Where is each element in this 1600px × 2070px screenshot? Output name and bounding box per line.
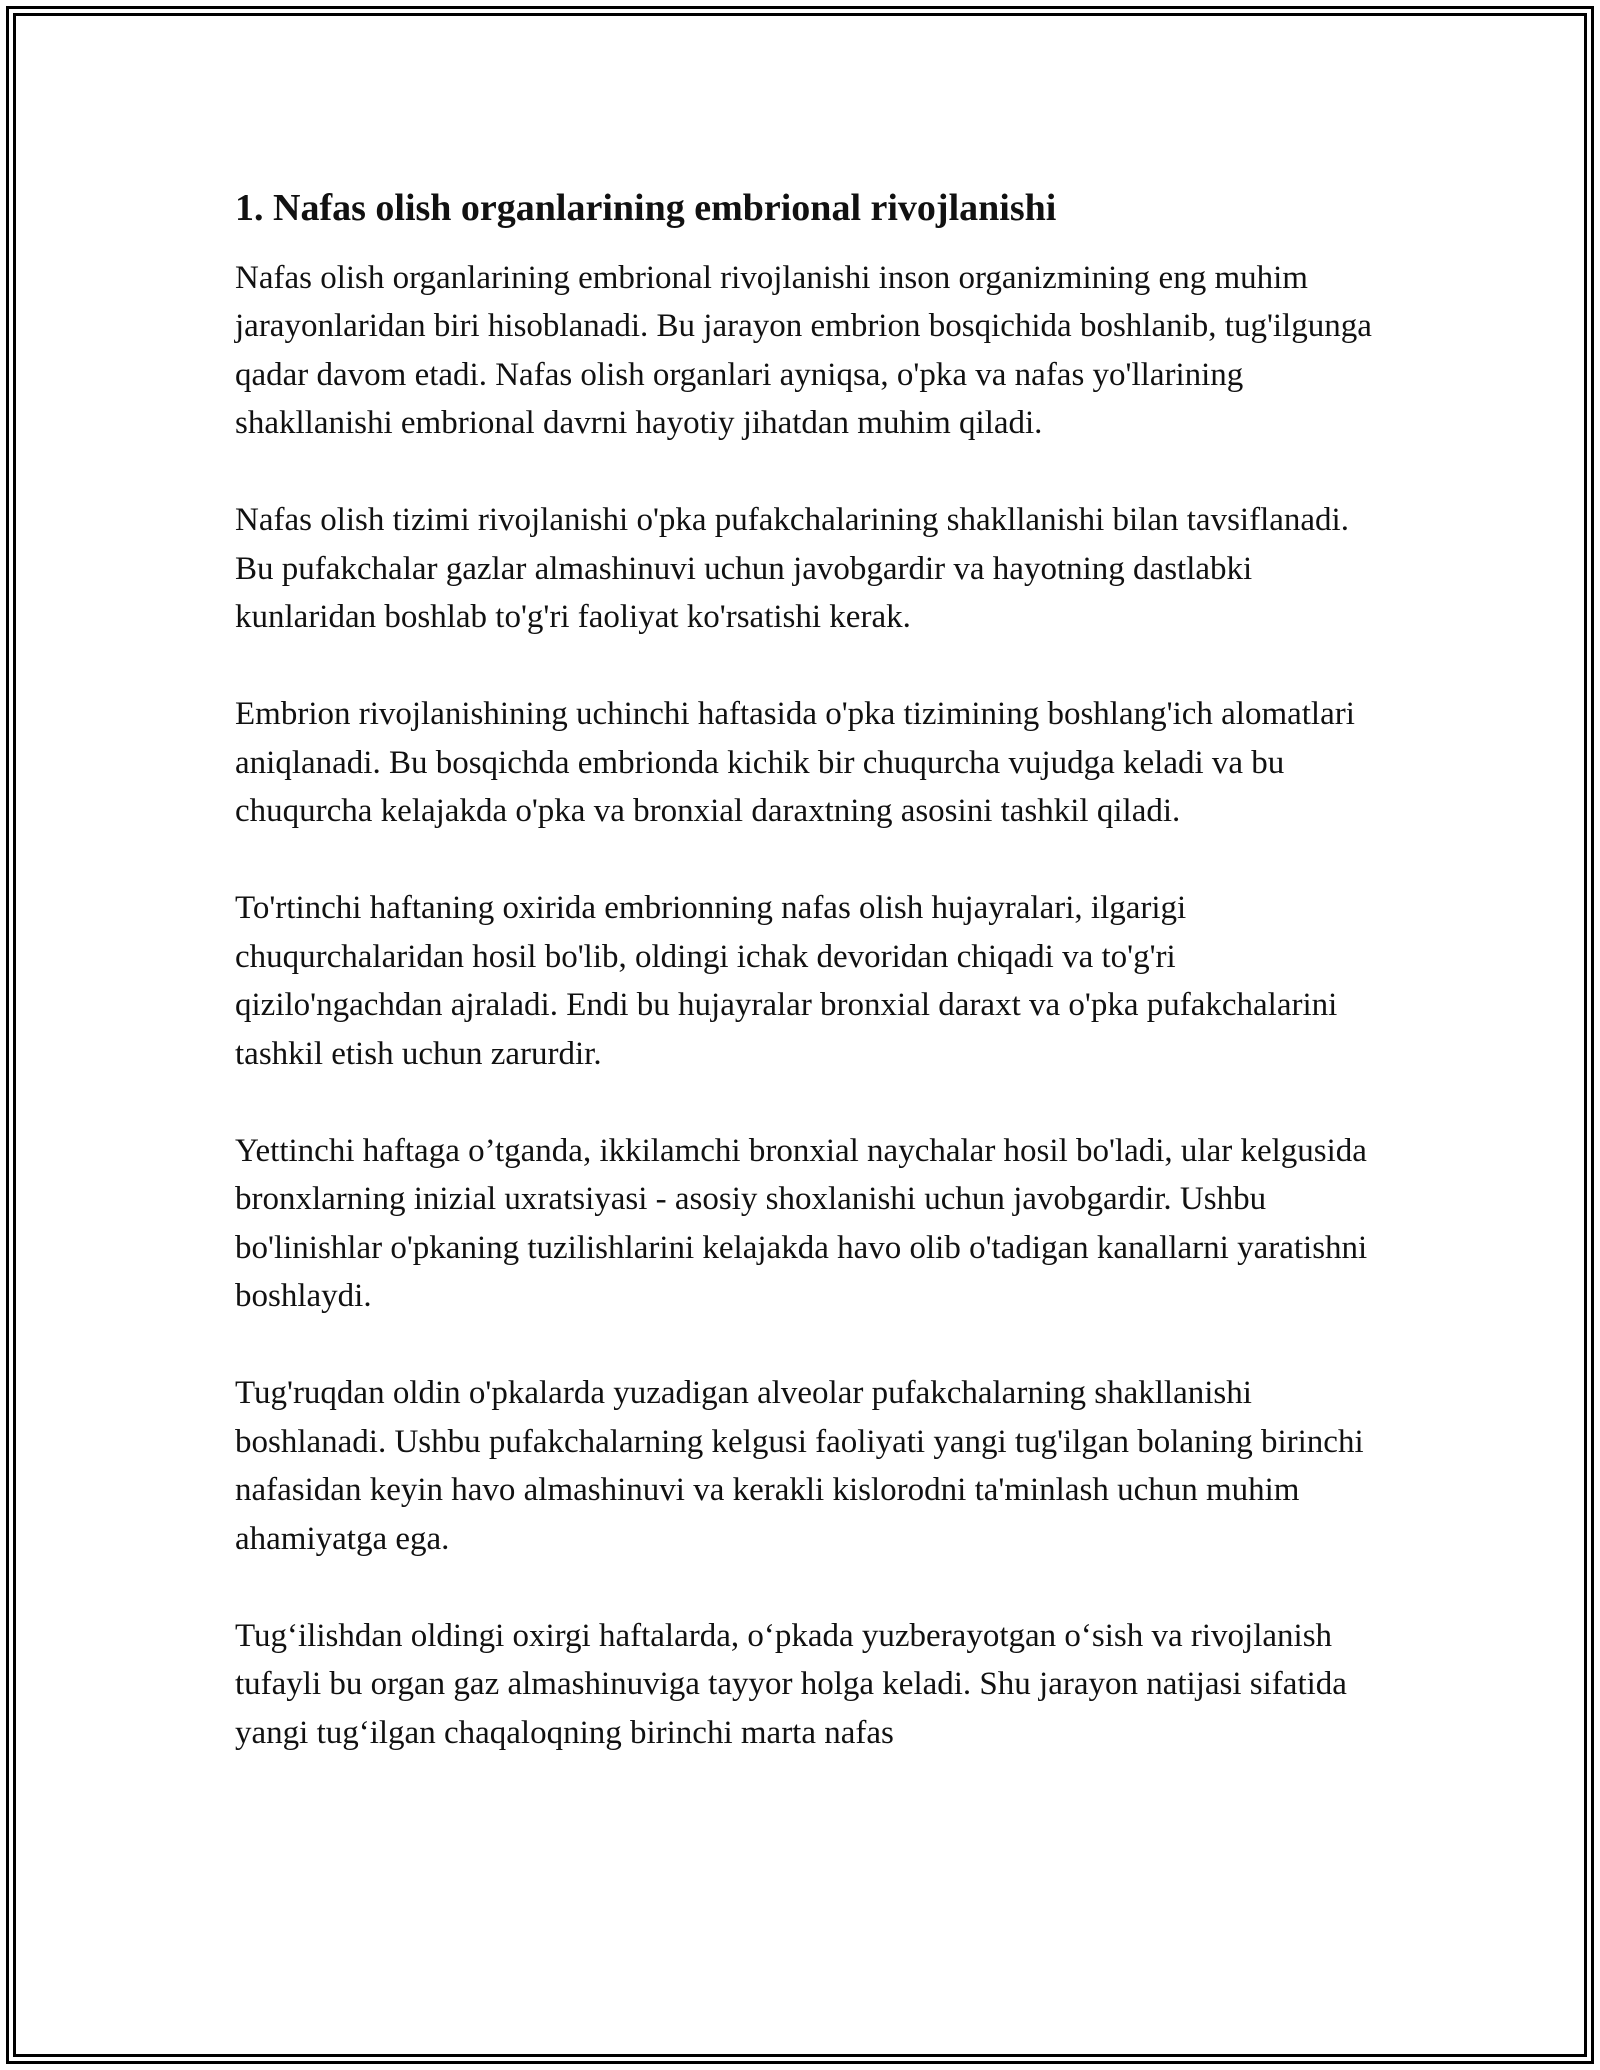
section-heading: 1. Nafas olish organlarining embrional rivojlanishi bbox=[235, 187, 1057, 229]
paragraph-1: Nafas olish organlarining embrional rivojlanishi inson organizmining eng muhim jarayonlaridan biri hisoblanadi. Bu jarayon embrion bosqichida boshlanib, tug'ilgunga qadar davom etadi. Nafas olish organlari ayniqsa, o'pka va nafas yo'llarining shakllanishi embrional davrni hayotiy jihatdan muhim qiladi. bbox=[235, 259, 1372, 442]
paragraph-7: Tug‘ilishdan oldingi oxirgi haftalarda, o‘pkada yuzberayotgan o‘sish va rivojlanish tufayli bu organ gaz almashinuviga tayyor holga keladi. Shu jarayon natijasi sifatida yangi tug‘ilgan chaqaloqning birinchi marta nafas bbox=[235, 1617, 1347, 1751]
paragraph-4: To'rtinchi haftaning oxirida embrionning nafas olish hujayralari, ilgarigi chuqurchalaridan hosil bo'lib, oldingi ichak devoridan chiqadi va to'g'ri qizilo'ngachdan ajraladi. Endi bu hujayralar bronxial daraxt va o'pka pufakchalarini tashkil etish uchun zarurdir. bbox=[235, 890, 1338, 1072]
paragraph-3: Embrion rivojlanishining uchinchi haftasida o'pka tizimining boshlang'ich alomatlari aniqlanadi. Bu bosqichda embrionda kichik bir chuqurcha vujudga keladi va bu chuqurcha kelajakda o'pka va bronxial daraxtning asosini tashkil qiladi. bbox=[235, 696, 1355, 830]
paragraph-2: Nafas olish tizimi rivojlanishi o'pka pufakchalarining shakllanishi bilan tavsiflanadi. Bu pufakchalar gazlar almashinuvi uchun javobgardir va hayotning dastlabki kunlaridan boshlab to'g'ri faoliyat ko'rsatishi kerak. bbox=[235, 502, 1349, 636]
paragraph-5: Yettinchi haftaga o’tganda, ikkilamchi bronxial naychalar hosil bo'ladi, ular kelgusida bronxlarning inizial uxratsiyasi - asosiy shoxlanishi uchun javobgardir. Ushbu bo'linishlar o'pkaning tuzilishlarini kelajakda havo olib o'tadigan kanallarni yaratishni boshlaydi. bbox=[235, 1132, 1368, 1315]
document-body bbox=[235, 186, 1385, 1806]
paragraph-6: Tug'ruqdan oldin o'pkalarda yuzadigan alveolar pufakchalarning shakllanishi boshlanadi. Ushbu pufakchalarning kelgusi faoliyati yangi tug'ilgan bolaning birinchi nafasidan keyin havo almashinuvi va kerakli kislorodni ta'minlash uchun muhim ahamiyatga ega. bbox=[235, 1375, 1364, 1557]
